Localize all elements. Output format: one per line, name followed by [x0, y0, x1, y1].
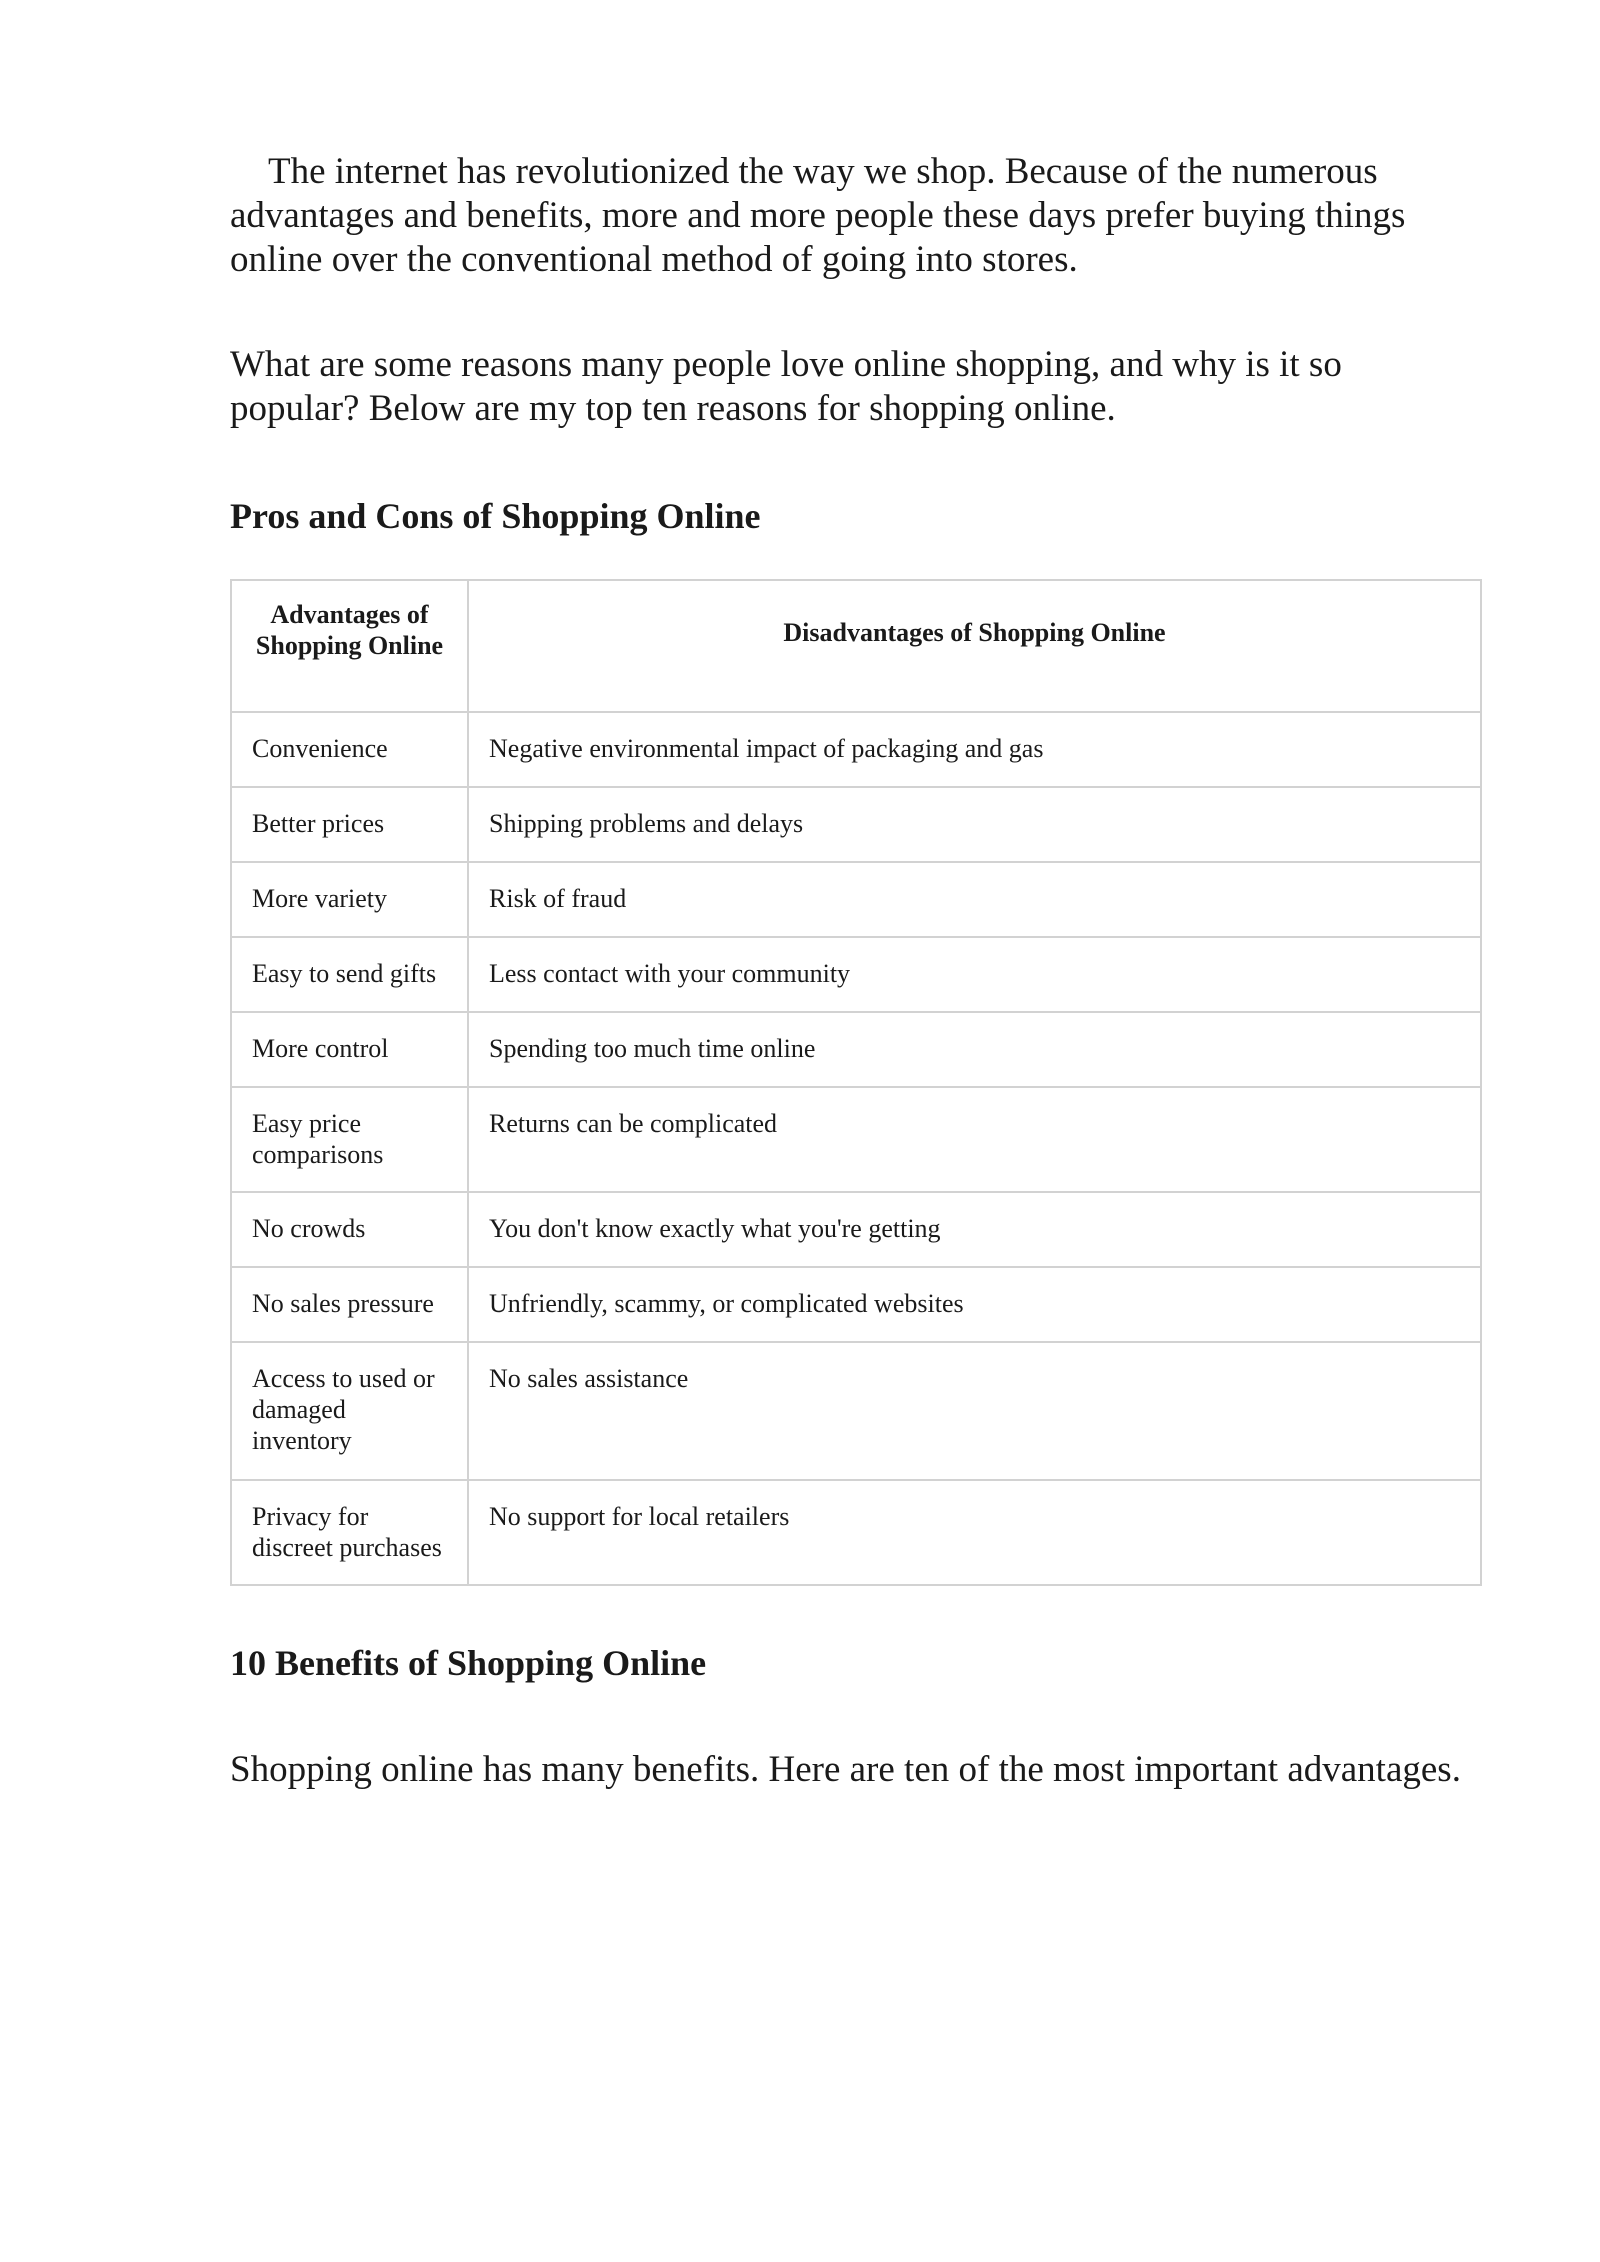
disadvantage-cell: Spending too much time online [468, 1012, 1481, 1087]
disadvantage-cell: Unfriendly, scammy, or complicated websites [468, 1267, 1481, 1342]
question-paragraph: What are some reasons many people love online shopping, and why is it so popular? Below are my top ten reasons for shopping online. [230, 344, 1342, 429]
advantage-cell: No sales pressure [231, 1267, 468, 1342]
disadvantage-cell: No support for local retailers [468, 1480, 1481, 1585]
table-row [231, 787, 1481, 862]
advantage-cell: Convenience [231, 712, 468, 787]
advantage-cell: More variety [231, 862, 468, 937]
advantages-column-header: Advantages of Shopping Online [231, 580, 468, 712]
advantage-cell: Easy price comparisons [231, 1087, 468, 1192]
advantage-cell: Access to used or damaged inventory [231, 1342, 468, 1480]
advantage-cell: Privacy for discreet purchases [231, 1480, 468, 1585]
table-row [231, 937, 1481, 1012]
table-row [231, 1192, 1481, 1267]
table-row [231, 1480, 1481, 1585]
disadvantage-cell: Risk of fraud [468, 862, 1481, 937]
table-row [231, 862, 1481, 937]
table-header-row [231, 580, 1481, 712]
disadvantage-cell: Shipping problems and delays [468, 787, 1481, 862]
intro-paragraph: The internet has revolutionized the way we shop. Because of the numerous advantages and benefits, more and more people these days prefer buying things online over the conventional method of going into stores. [230, 151, 1406, 280]
disadvantage-cell: Negative environmental impact of packaging and gas [468, 712, 1481, 787]
table-row [231, 1012, 1481, 1087]
table-row [231, 1342, 1481, 1480]
table-row [231, 712, 1481, 787]
disadvantages-column-header: Disadvantages of Shopping Online [468, 580, 1481, 712]
benefits-paragraph: Shopping online has many benefits. Here are ten of the most important advantages. [230, 1749, 1461, 1790]
advantage-cell: Easy to send gifts [231, 937, 468, 1012]
benefits-heading: 10 Benefits of Shopping Online [230, 1643, 707, 1683]
pros-cons-heading: Pros and Cons of Shopping Online [230, 496, 761, 536]
disadvantage-cell: No sales assistance [468, 1342, 1481, 1480]
disadvantage-cell: You don't know exactly what you're getting [468, 1192, 1481, 1267]
disadvantage-cell: Returns can be complicated [468, 1087, 1481, 1192]
advantage-cell: No crowds [231, 1192, 468, 1267]
advantage-cell: Better prices [231, 787, 468, 862]
disadvantage-cell: Less contact with your community [468, 937, 1481, 1012]
pros-cons-table [230, 579, 1482, 1586]
table-row [231, 1087, 1481, 1192]
advantage-cell: More control [231, 1012, 468, 1087]
table-row [231, 1267, 1481, 1342]
